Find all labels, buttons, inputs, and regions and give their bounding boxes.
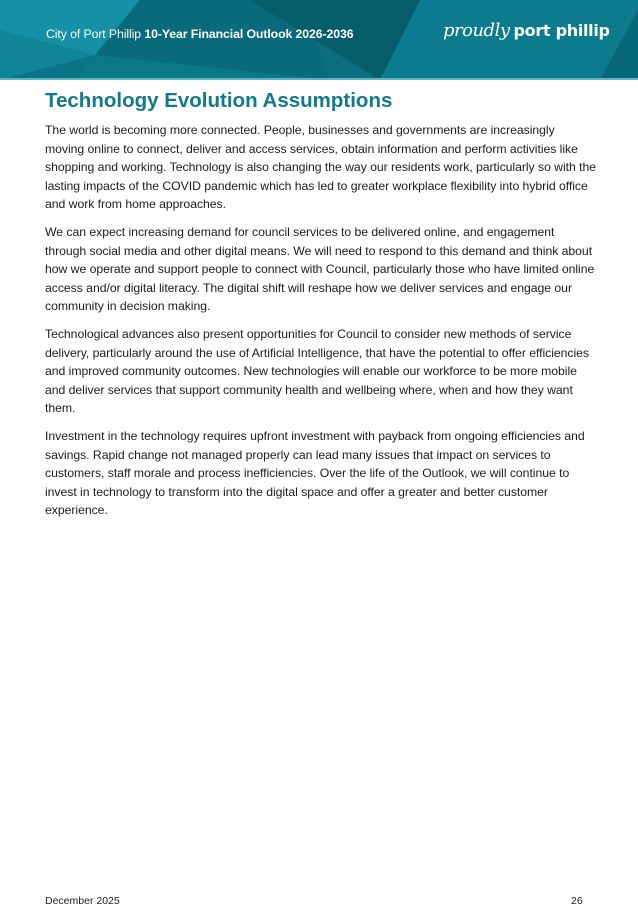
page-header-banner: [0, 0, 638, 80]
header-accent-bar: [0, 78, 638, 80]
footer-page-number: 26: [571, 895, 583, 907]
proudly-port-phillip-logo: [443, 20, 610, 50]
paragraph-technology-investment: Investment in the technology requires upfront investment with payback from ongoing efficiencies and savings. Rapid change not managed properly can lead many issues that impact on services to customers, staff morale and process inefficiencies. Over the life of the Outlook, we will continue to invest in technology to transform into the digital space and offer a greater and better customer experience.: [45, 428, 585, 518]
page-heading: Technology Evolution Assumptions: [45, 89, 393, 112]
paragraph-online-demand: We can expect increasing demand for council services to be delivered online, and engagement through social media and other digital means. We will need to respond to this demand and think about how we operate and support people to connect with Council, particularly those who have limited online access and/or digital literacy. The digital shift will reshape how we deliver services and engage our community in decision making.: [45, 224, 595, 314]
footer-date: December 2025: [45, 895, 120, 907]
paragraph-connected-world: The world is becoming more connected. People, businesses and governments are increasingly moving online to connect, deliver and access services, obtain information and perform activities like shopping and working. Technology is also changing the way our residents work, particularly so with the lasting impacts of the COVID pandemic which has led to greater workplace flexibility into hybrid office and work from home approaches.: [45, 123, 596, 212]
logo-bold-text: port phillip: [513, 21, 610, 40]
body-content: [45, 121, 597, 529]
document-title-report: 10-Year Financial Outlook 2026-2036: [144, 27, 354, 41]
document-title: [46, 27, 353, 41]
paragraph-technological-advances: Technological advances also present opportunities for Council to consider new methods of service delivery, particularly around the use of Artificial Intelligence, that have the potential to offer efficiencies and improved community outcomes. New technologies will enable our workforce to be more mobile and deliver services that support community health and wellbeing where, when and how they want them.: [45, 326, 589, 416]
logo-script-text: proudly: [443, 20, 510, 41]
document-title-organization: City of Port Phillip: [46, 27, 142, 41]
